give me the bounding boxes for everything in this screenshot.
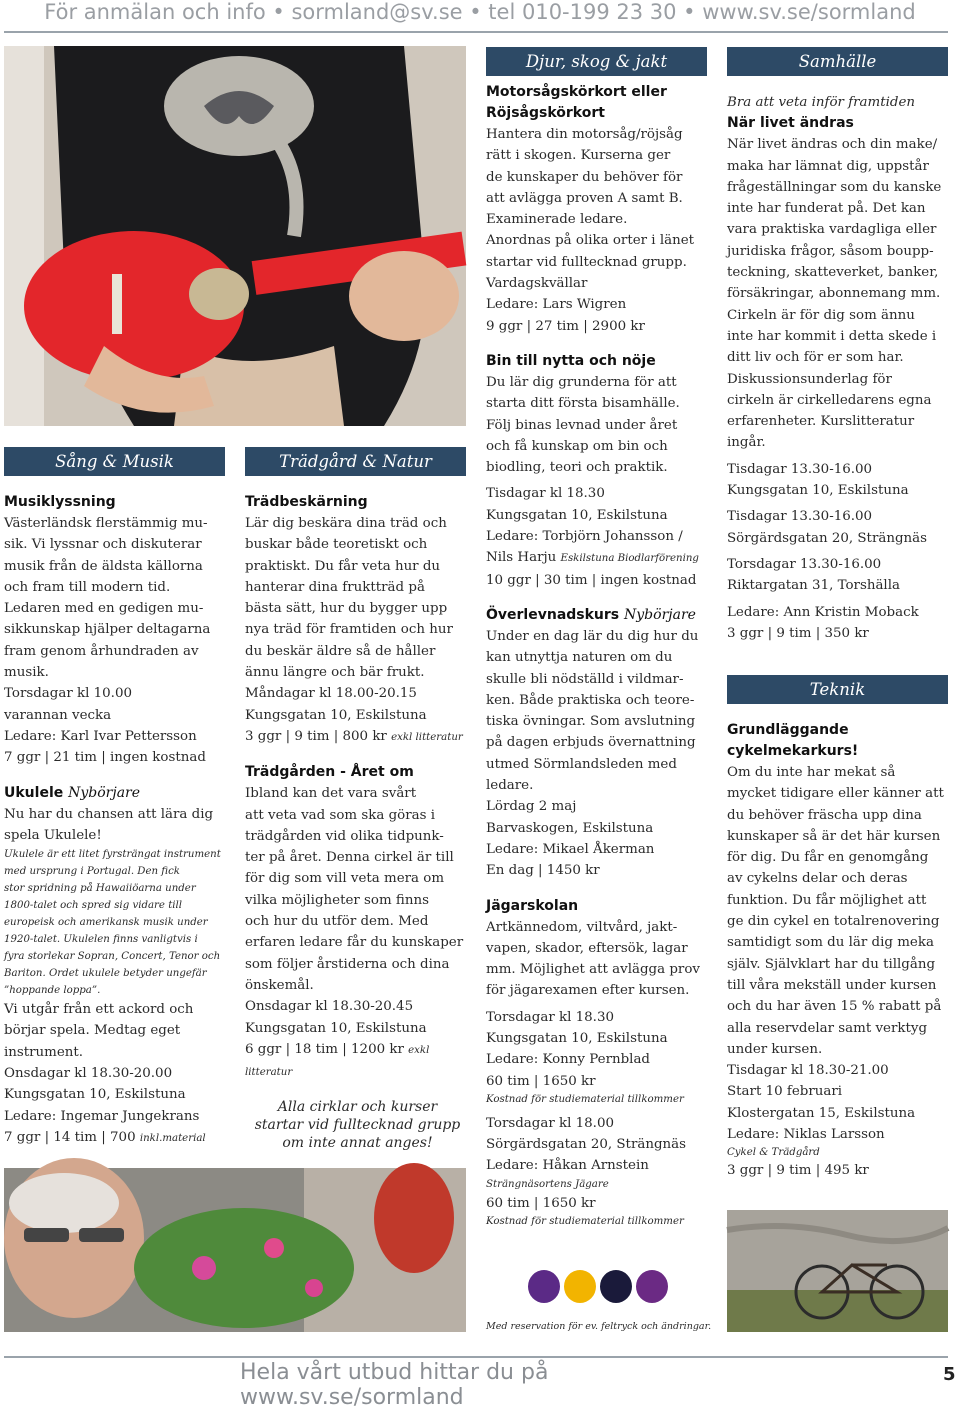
course-leader: Ledare: Lars Wigren — [486, 297, 627, 313]
course-description: Nu har du chansen att lära dig spela Ukulele! — [4, 806, 214, 843]
course-time: Lördag 2 maj — [486, 799, 577, 815]
brand-dot — [636, 1270, 668, 1303]
course-leader: Ledare: Mikael Åkerman — [486, 841, 655, 857]
top-divider — [4, 31, 948, 33]
course-time: Torsdagar kl 18.30 — [486, 1009, 614, 1025]
course-time: Onsdagar kl 18.30-20.00 — [4, 1066, 173, 1082]
brand-dot — [528, 1270, 560, 1303]
brand-dots — [528, 1270, 668, 1304]
course-leader: Ledare: Ann Kristin Moback — [727, 604, 919, 620]
session-time: Torsdagar 13.30-16.00 — [727, 556, 882, 572]
course-meta: 60 tim | 1650 kr — [486, 1195, 596, 1211]
course-description: Du lär dig grunderna för att starta ditt första bisamhälle. Följ binas levnad under året och få kunskap om bin och biodling, teori och praktik. — [486, 374, 680, 476]
course-title: Överlevnadskurs Nybörjare — [486, 606, 696, 623]
gardening-illustration — [4, 1168, 466, 1332]
course-description: När livet ändras och din make/ maka har lämnat dig, uppstår frågeställningar som du kanske inte har funderat på. Det kan vara praktiska vardagliga eller juridiska frågor, såsom boupp- teckning, skatteverket, banker, försäkringar, abonnemang mm. Cirkeln är för dig som ännu inte har kommit i detta skede i ditt liv och för er som har. Diskussionsunderlag för cirkeln är cirkelledarens egna erfarenheter. Kurslitteratur ingår. — [727, 137, 942, 451]
footer-text: Hela vårt utbud hittar du på www.sv.se/sormland — [240, 1360, 549, 1410]
bicycle-photo — [727, 1210, 948, 1332]
course-title: Grundläggande cykelmekarkurs! — [727, 722, 859, 759]
column-teknik — [727, 720, 952, 1182]
course-kicker: Bra att veta inför framtiden — [727, 95, 915, 110]
course-note: Kostnad för studiematerial tillkommer — [486, 1093, 684, 1105]
section-header-teknik: Teknik — [727, 675, 948, 704]
course-meta: 3 ggr | 9 tim | 495 kr — [727, 1163, 869, 1179]
course-place: Barvaskogen, Eskilstuna — [486, 820, 654, 836]
course-leader: Ledare: Torbjörn Johansson / Nils Harju Eskilstuna Biodlarförening — [486, 529, 699, 566]
course-description: Ibland kan det vara svårt att veta vad som ska göras i trädgården vid olika tidpunk- ter på året. Denna cirkel är till för dig som vill veta mera om vilka möjligheter som finns och hur du utför dem. Med erfaren ledare får du kunskaper som följer årstiderna och dina önskemål. — [245, 786, 464, 993]
course-leader: Ledare: Konny Pernblad — [486, 1052, 651, 1068]
course-leader: Ledare: Ingemar Jungekrans — [4, 1108, 200, 1124]
course-description: Hantera din motorsåg/röjsåg rätt i skogen. Kurserna ger de kunskaper du behöver för att avlägga proven A samt B. Examinerade ledare. Anordnas på olika orter i länet startar vid fulltecknad grupp. Vardagskvällar — [486, 127, 695, 292]
course-meta: 10 ggr | 30 tim | ingen kostnad — [486, 572, 697, 588]
course-title: Motorsågskörkort eller Röjsågskörkort — [486, 84, 667, 121]
course-meta: 3 ggr | 9 tim | 350 kr — [727, 625, 869, 641]
leader-note: Cykel & Trädgård — [727, 1147, 820, 1159]
ukulele-illustration — [4, 46, 466, 426]
course-description: Om du inte har mekat så mycket tidigare eller känner att du behöver fräscha upp dina kunskaper så är det här kursen för dig. Du får en genomgång av cykelns delar och deras funktion. Du får möjlighet att ge din cykel en totalrenovering samtidigt som du lär dig meka själv. Självklart har du tillgång till våra mekställ under kursen och du har även 15 % rabatt på alla reservdelar samt verktyg under kursen. — [727, 765, 944, 1057]
callout-note: Alla cirklar och kurser startar vid fulltecknad grupp om inte annat anges! — [254, 1099, 461, 1151]
brand-dot — [600, 1270, 632, 1303]
course-meta: En dag | 1450 kr — [486, 863, 600, 879]
course-place: Kungsgatan 10, Eskilstuna — [486, 507, 668, 523]
course-meta: 9 ggr | 27 tim | 2900 kr — [486, 318, 645, 334]
session-time: Tisdagar 13.30-16.00 — [727, 461, 873, 477]
session-place: Kungsgatan 10, Eskilstuna — [727, 483, 909, 499]
course-description: Lär dig beskära dina träd och buskar både teoretiskt och praktiskt. Du får veta hur du hanterar dina fruktträd på bästa sätt, hur du bygger upp nya träd för framtiden och hur du beskär äldre så de håller ännu längre och bär frukt. — [245, 516, 453, 681]
course-title: Trädgården - Året om — [245, 764, 414, 781]
course-place: Kungsgatan 10, Eskilstuna — [4, 1087, 186, 1103]
bicycle-illustration — [727, 1210, 948, 1332]
course-time: Måndagar kl 18.00-20.15 — [245, 686, 417, 702]
course-description: Västerländsk flerstämmig mu- sik. Vi lyssnar och diskuterar musik från de äldsta källorna och fram till modern tid. Ledaren med en gedigen mu- sikkunskap hjälper deltagarna fram genom århundraden av musik. — [4, 516, 211, 681]
course-title: Jägarskolan — [486, 897, 579, 914]
course-time: Onsdagar kl 18.30-20.45 — [245, 999, 414, 1015]
ukulele-photo — [4, 46, 466, 426]
course-place: Kungsgatan 10, Eskilstuna — [245, 1020, 427, 1036]
course-place: Kungsgatan 10, Eskilstuna — [486, 1030, 668, 1046]
session-place: Sörgärdsgatan 20, Strängnäs — [727, 530, 928, 546]
course-title: Bin till nytta och nöje — [486, 352, 656, 369]
course-title: Ukulele Nybörjare — [4, 784, 141, 801]
column-sang-musik — [4, 492, 229, 1149]
reservation-note: Med reservation för ev. feltryck och ändringar. — [486, 1321, 712, 1332]
leader-note: Strängnäsortens Jägare — [486, 1178, 609, 1190]
section-header-djur-skog-jakt: Djur, skog & jakt — [486, 47, 707, 76]
course-title: När livet ändras — [727, 115, 854, 132]
session-time: Tisdagar 13.30-16.00 — [727, 509, 873, 525]
course-meta: 7 ggr | 21 tim | ingen kostnad — [4, 750, 206, 766]
section-header-samhalle: Samhälle — [727, 47, 948, 76]
bottom-divider — [4, 1356, 948, 1358]
column-samhalle — [727, 92, 952, 644]
course-leader: Ledare: Karl Ivar Pettersson — [4, 728, 197, 744]
course-start: Start 10 februari — [727, 1084, 843, 1100]
course-place: Kungsgatan 10, Eskilstuna — [245, 707, 427, 723]
course-description: Under en dag lär du dig hur du kan utnyttja naturen om du skulle bli nödställd i vildmar- ken. Både praktiska och teore- tiska övningar. Som avslutning på dagen erbjuds övernattning utmed Sörmlandsleden med ledare. — [486, 628, 699, 794]
contact-bar: För anmälan och info • sormland@sv.se • tel 010-199 23 30 • www.sv.se/sormland — [44, 0, 916, 24]
course-title: Musiklyssning — [4, 494, 116, 510]
course-note: Kostnad för studiematerial tillkommer — [486, 1216, 684, 1228]
course-leader: Ledare: Niklas Larsson — [727, 1127, 885, 1143]
course-time: Tisdagar kl 18.30-21.00 — [727, 1063, 889, 1079]
course-title: Trädbeskärning — [245, 494, 368, 510]
course-description: Artkännedom, viltvård, jakt- vapen, skador, eftersök, lagar mm. Möjlighet att avlägga prov för jägarexamen efter kursen. — [486, 919, 700, 999]
course-description: Vi utgår från ett ackord och börjar spela. Medtag eget instrument. — [4, 1002, 194, 1060]
course-meta: 6 ggr | 18 tim | 1200 kr exkl litteratur — [245, 1041, 430, 1079]
course-time: Torsdagar kl 18.00 — [486, 1115, 614, 1131]
course-meta: 60 tim | 1650 kr — [486, 1073, 596, 1089]
course-time: Torsdagar kl 10.00 — [4, 686, 132, 702]
course-place: Klostergatan 15, Eskilstuna — [727, 1105, 916, 1121]
course-time: Tisdagar kl 18.30 — [486, 486, 605, 502]
course-level: Nybörjare — [624, 606, 696, 623]
course-frequency: varannan vecka — [4, 707, 112, 723]
page-number: 5 — [943, 1364, 956, 1385]
course-leader: Ledare: Håkan Arnstein — [486, 1158, 649, 1174]
section-header-sang-musik: Sång & Musik — [4, 447, 225, 476]
column-djur-skog-jakt — [486, 82, 711, 1230]
brand-dot — [564, 1270, 596, 1303]
course-meta: 7 ggr | 14 tim | 700 inkl.material — [4, 1129, 206, 1145]
course-meta: 3 ggr | 9 tim | 800 kr exkl litteratur — [245, 728, 463, 744]
gardening-photo — [4, 1168, 466, 1332]
section-header-tradgard-natur: Trädgård & Natur — [245, 447, 466, 476]
column-tradgard-natur — [245, 492, 470, 1083]
session-place: Riktargatan 31, Torshälla — [727, 578, 900, 594]
course-place: Sörgärdsgatan 20, Strängnäs — [486, 1137, 687, 1153]
course-level: Nybörjare — [68, 784, 141, 801]
course-note: Ukulele är ett litet fyrsträngat instrument med ursprung i Portugal. Den fick stor spridning på Hawaiiöarna under 1800-talet och spred sig vidare till europeisk och amerikansk musik under 1920-talet. Ukulelen finns vanligtvis i fyra storlekar Sopran, Concert, Tenor och Bariton. Ordet ukulele betyder ungefär ”hoppande loppa”. — [4, 849, 221, 997]
